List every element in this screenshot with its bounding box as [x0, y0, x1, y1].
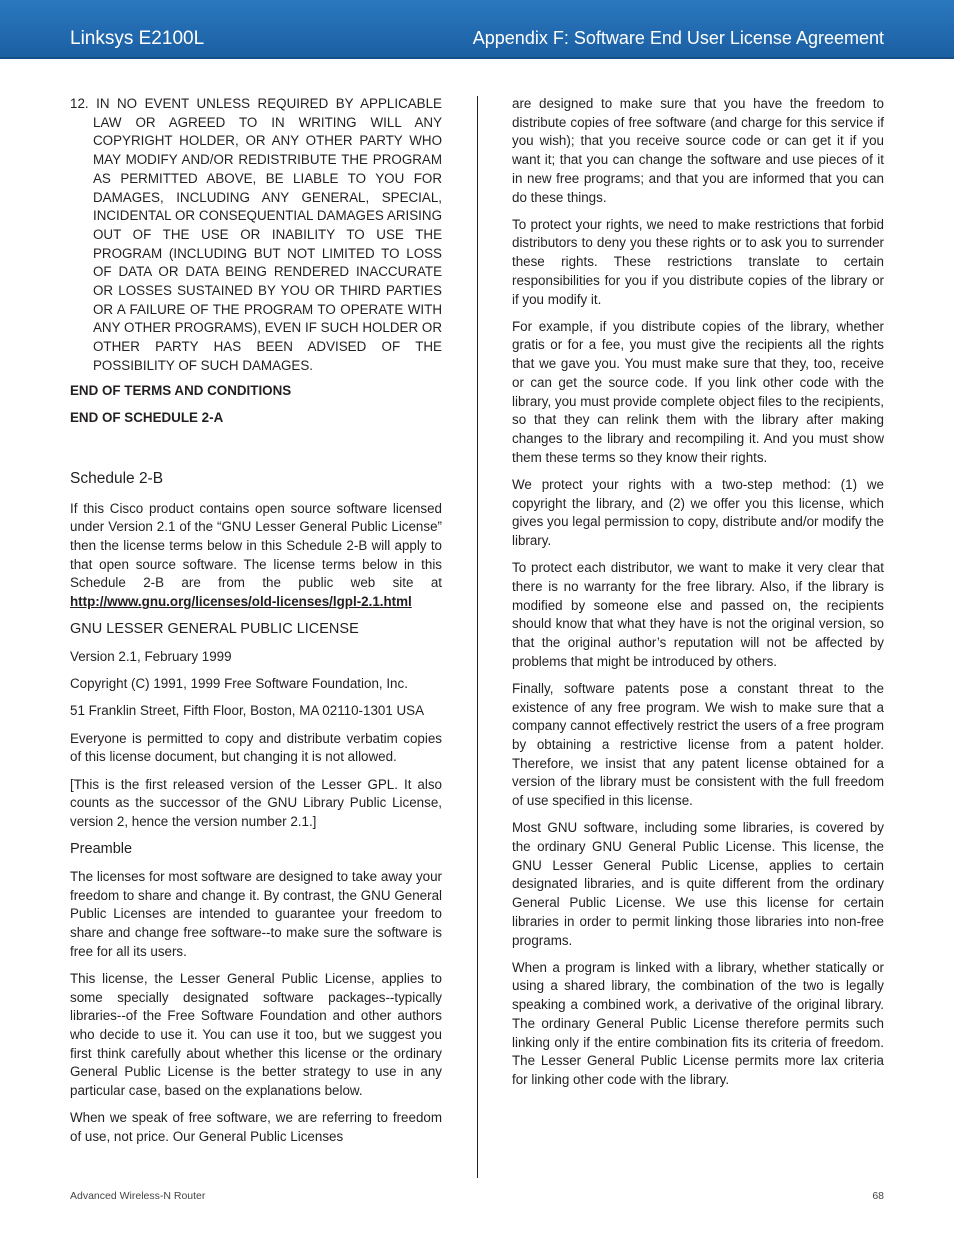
license-address: 51 Franklin Street, Fifth Floor, Boston, MA 02110-1301 USA [70, 703, 425, 719]
license-title: GNU LESSER GENERAL PUBLIC LICENSE [70, 621, 359, 638]
clause-12: 12. IN NO EVENT UNLESS REQUIRED BY APPLICABLE LAW OR AGREED TO IN WRITING WILL ANY COPYRIGHT HOLDER, OR ANY OTHER PARTY WHO MAY MODIFY AND/OR REDISTRIBUTE THE PROGRAM AS PERMITTED ABOVE, BE LIABLE TO YOU FOR DAMAGES, INCLUDING ANY GENERAL, SPECIAL, INCIDENTAL OR CONSEQUENTIAL DAMAGES ARISING OUT OF THE USE OR INABILITY TO USE THE PROGRAM (INCLUDING BUT NOT LIMITED TO LOSS OF DATA OR DATA BEING RENDERED INACCURATE OR LOSSES SUSTAINED BY YOU OR THIRD PARTIES OR A FAILURE OF THE PROGRAM TO OPERATE WITH ANY OTHER PROGRAMS), EVEN IF SUCH HOLDER OR OTHER PARTY HAS BEEN ADVISED OF THE POSSIBILITY OF SUCH DAMAGES. [70, 96, 442, 373]
right-paragraph-6: Finally, software patents pose a constant threat to the existence of any free program. We wish to make sure that a company cannot effectively restrict the users of a free program by obtaining a restrictive license from a patent holder. Therefore, we insist that any patent license obtained for a version of the library must be consistent with the full freedom of use specified in this license. [512, 680, 884, 809]
end-of-schedule: END OF SCHEDULE 2-A [70, 409, 224, 425]
page-header [0, 0, 954, 59]
schedule-intro-text: If this Cisco product contains open source software licensed under Version 2.1 of the “GNU Lesser General Public License” then the license terms below in this Schedule 2-B will apply to that open source software. The license terms below in this Schedule 2-B are from the public web site at [70, 500, 442, 591]
right-paragraph-5: To protect each distributor, we want to make it very clear that there is no warranty for the free library. Also, if the library is modified by someone else and passed on, the recipients should know that what they have is not the original version, so that the original author’s reputation will not be affected by problems that might be introduced by others. [512, 560, 884, 669]
lgpl-link[interactable]: http://www.gnu.org/licenses/old-licenses/lgpl-2.1.html [70, 594, 412, 610]
spacer [70, 436, 442, 470]
footer-product-type: Advanced Wireless-N Router [70, 1190, 206, 1202]
preamble-paragraph-1: The licenses for most software are designed to take away your freedom to share and change it. By contrast, the GNU General Public Licenses are intended to guarantee your freedom to share and change free software--to make sure the software is free for all its users. [70, 868, 442, 959]
schedule-title: Schedule 2-B [70, 469, 164, 487]
license-everyone: Everyone is permitted to copy and distribute verbatim copies of this license document, but changing it is not allowed. [70, 730, 442, 765]
preamble-paragraph-3: When we speak of free software, we are referring to freedom of use, not price. Our General Public Licenses [70, 1110, 442, 1145]
left-column [70, 95, 442, 1155]
right-paragraph-8: When a program is linked with a library, whether statically or using a shared library, the combination of the two is legally speaking a combined work, a derivative of the original library. The ordinary General Public License therefore permits such linking only if the entire combination fits its criteria of freedom. The Lesser General Public License permits more lax criteria for linking other code with the library. [512, 959, 884, 1087]
schedule-intro [70, 500, 442, 612]
column-divider [477, 96, 478, 1178]
header-product-name: Linksys E2100L [70, 28, 205, 49]
header-section-title: Appendix F: Software End User License Agreement [472, 28, 884, 48]
right-paragraph-3: For example, if you distribute copies of the library, whether gratis or for a fee, you must give the recipients all the rights that we gave you. You must make sure that they, too, receive or can get the source code. If you link other code with the library, you must provide complete object files to the recipients, so that they can relink them with the library after making changes to the library and recompiling it. And you must show them these terms so they know their rights. [512, 318, 884, 465]
license-copyright: Copyright (C) 1991, 1999 Free Software Foundation, Inc. [70, 676, 408, 692]
license-version: Version 2.1, February 1999 [70, 649, 232, 665]
right-paragraph-7: Most GNU software, including some libraries, is covered by the ordinary GNU General Public License. This license, the GNU Lesser General Public License, applies to certain designated libraries, and is quite different from the ordinary General Public License. We use this license for certain libraries in order to permit linking those libraries into non-free programs. [512, 820, 884, 948]
right-paragraph-4: We protect your rights with a two-step method: (1) we copyright the library, and (2) we offer you this license, which gives you legal permission to copy, distribute and/or modify the library. [512, 476, 884, 548]
footer-page-number: 68 [872, 1190, 884, 1202]
right-column [512, 95, 884, 1098]
right-paragraph-1: are designed to make sure that you have the freedom to distribute copies of free software (and charge for this service if you wish); that you receive source code or can get it if you want it; that you can change the software and use pieces of it in new free programs; and that you are informed that you can do these things. [512, 96, 884, 205]
right-paragraph-2: To protect your rights, we need to make restrictions that forbid distributors to deny you these rights or to ask you to surrender these rights. These restrictions translate to certain responsibilities for you if you distribute copies of the library or if you modify it. [512, 216, 884, 307]
license-first-release: [This is the first released version of the Lesser GPL. It also counts as the successor of the GNU Library Public License, version 2, hence the version number 2.1.] [70, 776, 442, 829]
preamble-paragraph-2: This license, the Lesser General Public License, applies to some specially designated software packages--typically libraries--of the Free Software Foundation and other authors who decide to use it. You can use it too, but we suggest you first think carefully about whether this license or the ordinary General Public License is the better strategy to use in any particular case, based on the explanations below. [70, 970, 442, 1099]
preamble-title: Preamble [70, 841, 133, 858]
end-of-terms: END OF TERMS AND CONDITIONS [70, 382, 292, 398]
